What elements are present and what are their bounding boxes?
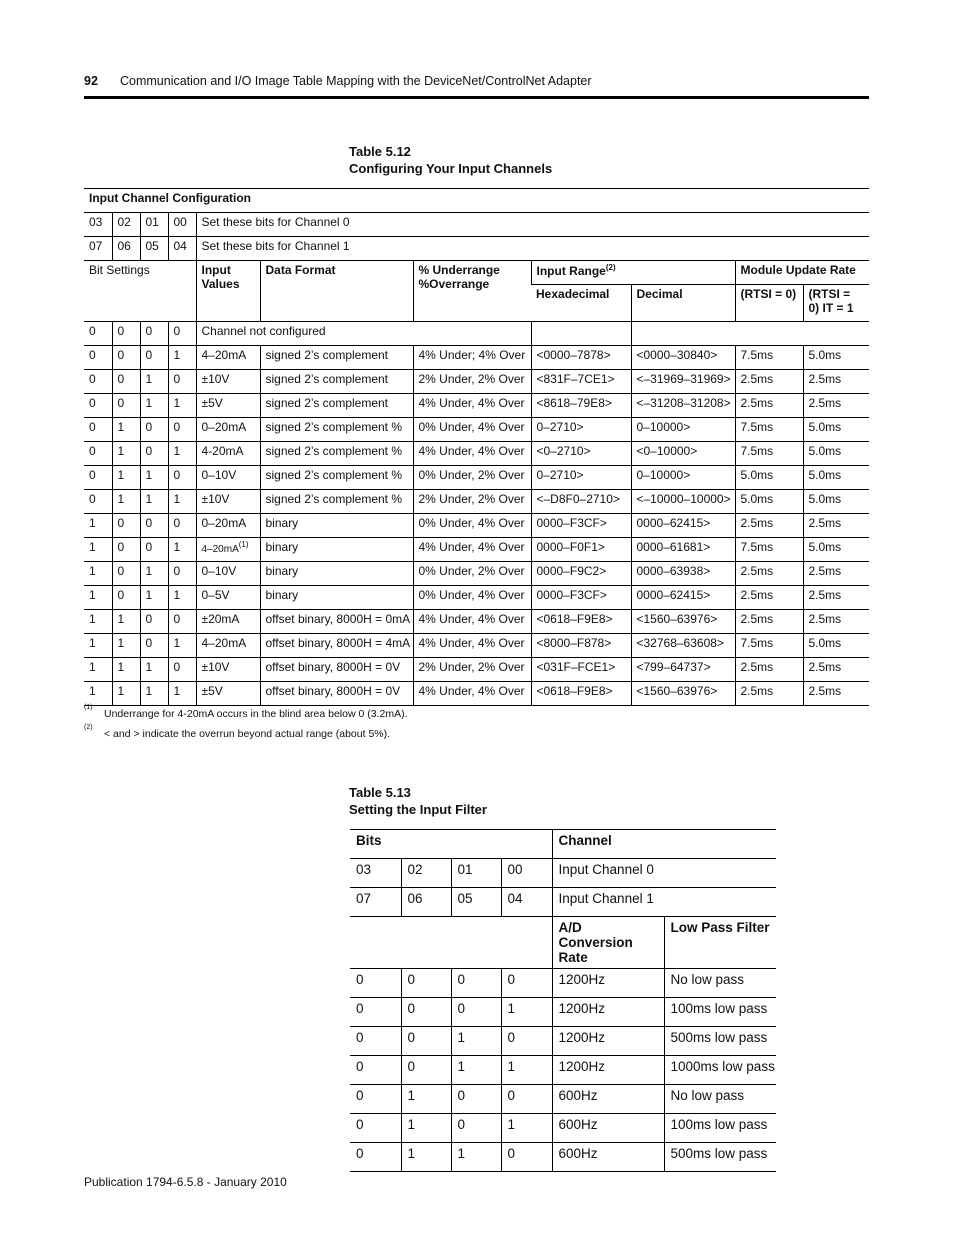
table2-title: Setting the Input Filter [349, 802, 487, 817]
table-row: 0 1 1 0 0–10V signed 2’s complement % 0% Under, 2% Over 0–2710> 0–10000> 5.0ms 5.0ms [84, 466, 869, 490]
col-ad-rate: A/D Conversion Rate [552, 917, 664, 969]
table2-caption [349, 784, 487, 818]
col-hex: Hexadecimal [531, 285, 631, 322]
running-title: Communication and I/O Image Table Mapping with the DeviceNet/ControlNet Adapter [120, 74, 592, 88]
table-row: 1 0 1 1 0–5V binary 0% Under, 4% Over 0000–F3CF> 0000–62415> 2.5ms 2.5ms [84, 586, 869, 610]
table2-number: Table 5.13 [349, 785, 411, 800]
table-row: 0 0 0 1 1200Hz 100ms low pass [350, 998, 776, 1027]
col-input-range: Input Range$^{(2)}$ [531, 261, 735, 285]
channel1-bits-row: 07 06 05 04 Set these bits for Channel 1 [84, 237, 869, 261]
table-row: 1 1 1 0 ±10V offset binary, 8000H = 0V 2% Under, 2% Over <031F–FCE1> <799–64737> 2.5ms 2.5ms [84, 658, 869, 682]
table1-number: Table 5.12 [349, 144, 411, 159]
col-bits: Bits [350, 830, 552, 859]
col-channel: Channel [552, 830, 776, 859]
filter-subheader-row [350, 917, 776, 969]
col-rtsi0: (RTSI = 0) [735, 285, 803, 322]
input-channels-table [84, 188, 869, 706]
col-dec: Decimal [631, 285, 735, 322]
col-rtsi0-it1: (RTSI = 0) IT = 1 [803, 285, 869, 322]
filter-ch0-row: 03 02 01 00 Input Channel 0 [350, 859, 776, 888]
page-header [84, 72, 869, 96]
table-row: 0 0 1 0 1200Hz 500ms low pass [350, 1027, 776, 1056]
table-row: 0 1 0 1 600Hz 100ms low pass [350, 1114, 776, 1143]
col-under-over: % Underrange %Overrange [413, 261, 531, 322]
filter-ch1-row: 07 06 05 04 Input Channel 1 [350, 888, 776, 917]
table-row: 1 1 0 0 ±20mA offset binary, 8000H = 0mA 4% Under, 4% Over <0618–F9E8> <1560–63976> 2.5ms 2.5ms [84, 610, 869, 634]
table-row: 1 1 1 1 ±5V offset binary, 8000H = 0V 4% Under, 4% Over <0618–F9E8> <1560–63976> 2.5ms 2.5ms [84, 682, 869, 706]
table-row: 0 0 1 1 ±5V signed 2’s complement 4% Under, 4% Over <8618–79E8> <–31208–31208> 2.5ms 2.5ms [84, 394, 869, 418]
table-row: 0 0 0 0 Channel not configured [84, 322, 869, 346]
section-title: Input Channel Configuration [84, 189, 869, 213]
table-row: 0 0 1 0 ±10V signed 2’s complement 2% Under, 2% Over <831F–7CE1> <–31969–31969> 2.5ms 2.5ms [84, 370, 869, 394]
table-row: 0 0 1 1 1200Hz 1000ms low pass [350, 1056, 776, 1085]
col-input-values: Input Values [196, 261, 260, 322]
table1-caption [349, 143, 552, 177]
table-row: 1 0 0 1 $4-20mA^{(1)}$ binary 4% Under, 4% Over 0000–F0F1> 0000–61681> 7.5ms 5.0ms [84, 538, 869, 562]
table-row: 0 1 0 0 0–20mA signed 2’s complement % 0% Under, 4% Over 0–2710> 0–10000> 7.5ms 5.0ms [84, 418, 869, 442]
table-row: 0 1 1 0 600Hz 500ms low pass [350, 1143, 776, 1172]
channel0-bits-row: 03 02 01 00 Set these bits for Channel 0 [84, 213, 869, 237]
publication-footer: Publication 1794-6.5.8 - January 2010 [84, 1175, 287, 1189]
col-data-format: Data Format [260, 261, 413, 322]
table-row: 0 0 0 0 1200Hz No low pass [350, 969, 776, 998]
col-bit-settings: Bit Settings [84, 261, 196, 322]
col-update-rate: Module Update Rate [735, 261, 869, 285]
header-rule [84, 96, 869, 99]
column-header-row [84, 261, 869, 285]
table-row: 0 1 1 1 ±10V signed 2’s complement % 2% Under, 2% Over <–D8F0–2710> <–10000–10000> 5.0ms 5.0ms [84, 490, 869, 514]
page-number: 92 [84, 74, 98, 88]
table-row: 0 0 0 1 4–20mA signed 2’s complement 4% Under; 4% Over <0000–7878> <0000–30840> 7.5ms 5.0ms [84, 346, 869, 370]
input-filter-table [350, 829, 776, 1172]
table-row: 1 1 0 1 4–20mA offset binary, 8000H = 4mA 4% Under, 4% Over <8000–F878> <32768–63608> 7.5ms 5.0ms [84, 634, 869, 658]
col-low-pass: Low Pass Filter [664, 917, 776, 969]
filter-header-row [350, 830, 776, 859]
table-row: 0 1 0 1 4-20mA signed 2’s complement % 4% Under, 4% Over <0–2710> <0–10000> 7.5ms 5.0ms [84, 442, 869, 466]
table-row: 0 1 0 0 600Hz No low pass [350, 1085, 776, 1114]
table-row: 1 0 0 0 0–20mA binary 0% Under, 4% Over 0000–F3CF> 0000–62415> 2.5ms 2.5ms [84, 514, 869, 538]
table-row: 1 0 1 0 0–10V binary 0% Under, 2% Over 0000–F9C2> 0000–63938> 2.5ms 2.5ms [84, 562, 869, 586]
table1-title: Configuring Your Input Channels [349, 161, 553, 176]
